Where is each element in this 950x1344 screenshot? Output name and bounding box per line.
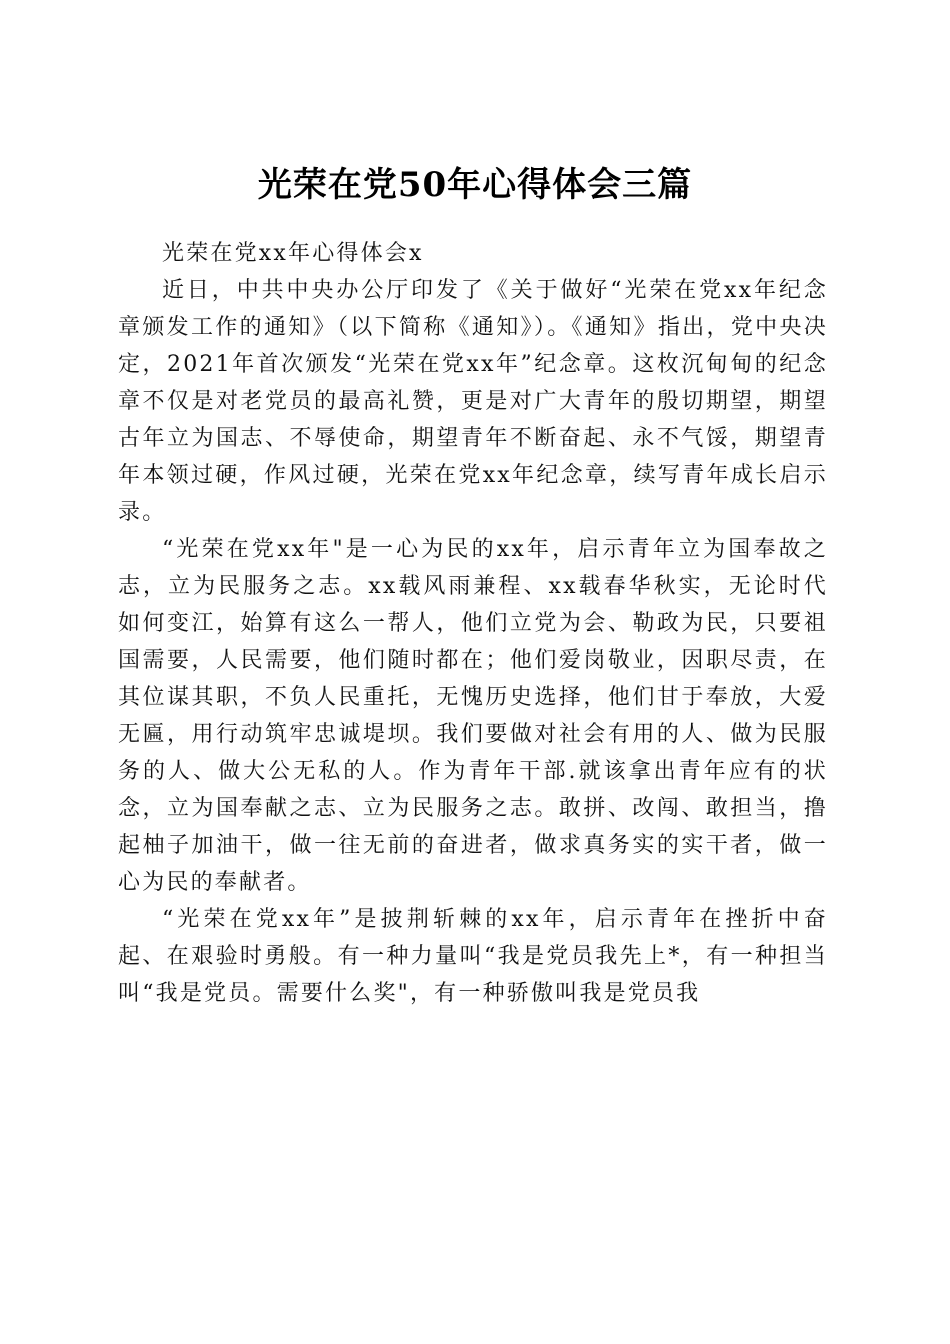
body-paragraph: “光荣在党xx年"是一心为民的xx年，启示青年立为国奉故之志，立为民服务之志。xx载风雨兼程、xx载春华秋实，无论时代如何变江，始算有这么一帮人，他们立党为会、勒政为民，只要祖国需要，人民需要，他们随时都在；他们爱岗敬业，因职尽责，在其位谋其职，不负人民重托，无愧历史选择，他们甘于奉放，大爱无匾，用行动筑牢忠诚堤坝。我们要做对社会有用的人、做为民服务的人、做大公无私的人。作为青年干部.就该拿出青年应有的状念，立为国奉献之志、立为民服务之志。敢拼、改闯、敢担当，撸起柚子加油干，做一往无前的奋进者，做求真务实的实干者，做一心为民的奉献者。 bbox=[118, 537, 828, 895]
body-paragraph: “光荣在党xx年”是披荆斩棘的xx年，启示青年在挫折中奋起、在艰验时勇般。有一种力量叫“我是党员我先上*，有一种担当叫“我是党员。需要什么奖"，有一种骄傲叫我是党员我 bbox=[118, 907, 828, 1006]
subtitle-paragraph: 光荣在党xx年心得体会x bbox=[162, 241, 424, 266]
document-title: 光荣在党50年心得体会三篇 bbox=[257, 164, 693, 205]
document-body bbox=[118, 235, 828, 1012]
body-paragraph: 近日，中共中央办公厅印发了《关于做好“光荣在党xx年纪念章颁发工作的通知》（以下简称《通知》）。《通知》指出，党中央决定，2021年首次颁发“光荣在党xx年”纪念章。这枚沉甸甸的纪念章不仅是对老党员的最高礼赞，更是对广大青年的殷切期望，期望古年立为国志、不辱使命，期望青年不断奋起、永不气馁，期望青年本领过硬，作风过硬，光荣在党xx年纪念章，续写青年成长启示录。 bbox=[118, 278, 828, 525]
